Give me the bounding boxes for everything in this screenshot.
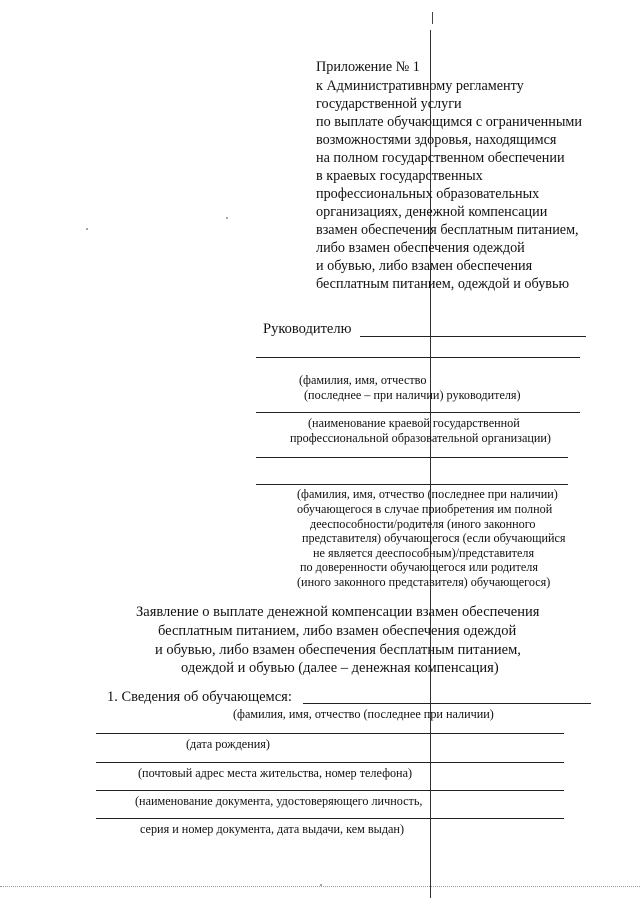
document-details-field[interactable] <box>96 818 564 819</box>
birth-date-field[interactable] <box>96 733 564 734</box>
caption-applicant: не является дееспособным)/представителя <box>313 546 535 560</box>
statement-line: бесплатным питанием, либо взамен обеспечения одеждой <box>158 623 517 639</box>
caption-applicant: дееспособности/родителя (иного законного <box>310 517 536 531</box>
document-field[interactable] <box>96 790 564 791</box>
caption-applicant: представителя) обучающегося (если обучающийся <box>302 531 566 545</box>
address-field[interactable] <box>96 762 564 763</box>
appendix-line: профессиональных образовательных <box>316 186 540 202</box>
appendix-line: организациях, денежной компенсации <box>316 204 548 220</box>
appendix-line: в краевых государственных <box>316 168 483 184</box>
appendix-line: бесплатным питанием, одеждой и обувью <box>316 276 570 292</box>
appendix-line: государственной услуги <box>316 96 462 112</box>
caption-birth-date: (дата рождения) <box>186 737 270 751</box>
caption-applicant: (иного законного представителя) обучающегося) <box>297 575 551 589</box>
applicant-field[interactable] <box>256 457 568 458</box>
appendix-line: либо взамен обеспечения одеждой <box>316 240 525 256</box>
caption-applicant: (фамилия, имя, отчество (последнее при наличии) <box>297 487 558 501</box>
head-name-field[interactable] <box>360 336 586 337</box>
caption-applicant: по доверенности обучающегося или родителя <box>300 560 538 574</box>
caption-student-name: (фамилия, имя, отчество (последнее при наличии) <box>233 707 494 721</box>
caption-address: (почтовый адрес места жительства, номер телефона) <box>138 766 413 780</box>
organization-field[interactable] <box>256 412 580 413</box>
statement-line: одеждой и обувью (далее – денежная компенсация) <box>181 660 499 676</box>
caption-head-name: (фамилия, имя, отчество <box>299 373 427 387</box>
appendix-line: на полном государственном обеспечении <box>316 150 565 166</box>
scan-tick-mark <box>432 12 433 24</box>
caption-document: (наименование документа, удостоверяющего личность, <box>135 794 423 808</box>
caption-head-name-2: (последнее – при наличии) руководителя) <box>304 388 521 402</box>
student-name-field[interactable] <box>303 703 591 704</box>
scan-speck <box>226 217 228 219</box>
appendix-title: Приложение № 1 <box>316 59 420 75</box>
appendix-line: по выплате обучающимся с ограниченными <box>316 114 582 130</box>
statement-line: Заявление о выплате денежной компенсации взамен обеспечения <box>136 604 540 620</box>
head-name-field-line-2[interactable] <box>256 357 580 358</box>
caption-applicant: обучающегося в случае приобретения им полной <box>297 502 553 516</box>
statement-line: и обувью, либо взамен обеспечения бесплатным питанием, <box>155 642 521 658</box>
section-heading: 1. Сведения об обучающемся: <box>107 689 292 705</box>
addressee-label: Руководителю <box>263 321 352 337</box>
scan-speck <box>86 228 88 230</box>
applicant-field-line-2[interactable] <box>256 484 568 485</box>
caption-organization: (наименование краевой государственной <box>308 416 520 430</box>
caption-document-details: серия и номер документа, дата выдачи, кем выдан) <box>140 822 405 836</box>
appendix-line: взамен обеспечения бесплатным питанием, <box>316 222 579 238</box>
scan-bottom-noise <box>0 886 640 887</box>
appendix-line: к Административному регламенту <box>316 78 524 94</box>
appendix-line: возможностями здоровья, находящимся <box>316 132 557 148</box>
appendix-line: и обувью, либо взамен обеспечения <box>316 258 533 274</box>
caption-organization-2: профессиональной образовательной организации) <box>290 431 551 445</box>
